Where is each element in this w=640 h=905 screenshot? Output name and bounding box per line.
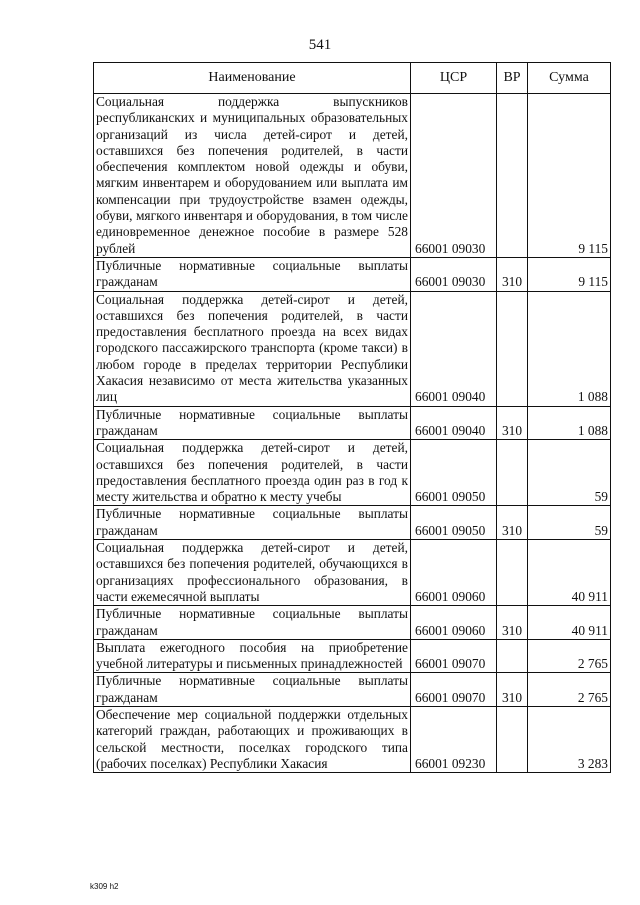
row-vr [497,291,528,406]
header-name: Наименование [94,63,411,94]
row-vr [497,706,528,772]
row-vr: 310 [497,506,528,540]
row-csr: 66001 09060 [411,540,497,606]
row-sum: 9 115 [528,94,611,258]
row-vr [497,440,528,506]
row-sum: 59 [528,506,611,540]
row-name: Публичные нормативные социальные выплаты гражданам [94,257,411,291]
row-sum: 40 911 [528,540,611,606]
table-row [94,94,611,258]
header-vr: ВР [497,63,528,94]
row-sum: 1 088 [528,406,611,440]
row-vr [497,540,528,606]
row-vr: 310 [497,673,528,707]
row-name: Публичные нормативные социальные выплаты гражданам [94,406,411,440]
row-name: Социальная поддержка детей-сирот и детей, оставшихся без попечения родителей, обучающихся в организациях профессионального образования, в части ежемесячной выплаты [94,540,411,606]
table-row [94,257,611,291]
row-sum: 1 088 [528,291,611,406]
table-row [94,406,611,440]
row-name: Публичные нормативные социальные выплаты гражданам [94,506,411,540]
table-row [94,291,611,406]
row-sum: 3 283 [528,706,611,772]
header-csr: ЦСР [411,63,497,94]
row-csr: 66001 09070 [411,639,497,673]
row-csr: 66001 09060 [411,606,497,640]
table-row [94,440,611,506]
row-name: Выплата ежегодного пособия на приобретение учебной литературы и письменных принадлежностей [94,639,411,673]
row-csr: 66001 09030 [411,257,497,291]
row-vr: 310 [497,606,528,640]
footer-code: k309 h2 [90,882,119,891]
row-csr: 66001 09030 [411,94,497,258]
row-csr: 66001 09050 [411,506,497,540]
row-vr: 310 [497,257,528,291]
header-row [94,63,611,94]
row-name: Публичные нормативные социальные выплаты гражданам [94,606,411,640]
row-csr: 66001 09040 [411,406,497,440]
row-name: Социальная поддержка детей-сирот и детей, оставшихся без попечения родителей, в части предоставления бесплатного проезда на всех видах городского пассажирского транспорта (кроме такси) в любом городе в пределах территории Республики Хакасия независимо от места жительства указанных лиц [94,291,411,406]
table-row [94,540,611,606]
row-csr: 66001 09050 [411,440,497,506]
table-row [94,673,611,707]
budget-table [93,62,611,773]
row-csr: 66001 09230 [411,706,497,772]
table-row [94,639,611,673]
row-name: Социальная поддержка выпускников республиканских и муниципальных образовательных организаций из числа детей-сирот и детей, оставшихся без попечения родителей, в части обеспечения комплектом новой одежды и обуви, мягким инвентарем и оборудованием или выплата им компенсации при трудоустройстве взамен одежды, обуви, мягкого инвентаря и оборудования, в том числе единовременное денежное пособие в размере 528 рублей [94,94,411,258]
row-vr: 310 [497,406,528,440]
row-name: Обеспечение мер социальной поддержки отдельных категорий граждан, работающих и проживающих в сельской местности, поселках городского типа (рабочих поселках) Республики Хакасия [94,706,411,772]
header-sum: Сумма [528,63,611,94]
page-number: 541 [308,37,332,53]
table-row [94,706,611,772]
row-name: Публичные нормативные социальные выплаты гражданам [94,673,411,707]
table-row [94,606,611,640]
row-sum: 9 115 [528,257,611,291]
row-sum: 40 911 [528,606,611,640]
row-csr: 66001 09070 [411,673,497,707]
row-sum: 2 765 [528,673,611,707]
row-name: Социальная поддержка детей-сирот и детей, оставшихся без попечения родителей, в части предоставления бесплатного проезда один раз в год к месту жительства и обратно к месту учебы [94,440,411,506]
table-row [94,506,611,540]
table-header [94,63,611,94]
row-vr [497,639,528,673]
row-vr [497,94,528,258]
row-sum: 59 [528,440,611,506]
row-sum: 2 765 [528,639,611,673]
table-body [94,94,611,773]
row-csr: 66001 09040 [411,291,497,406]
